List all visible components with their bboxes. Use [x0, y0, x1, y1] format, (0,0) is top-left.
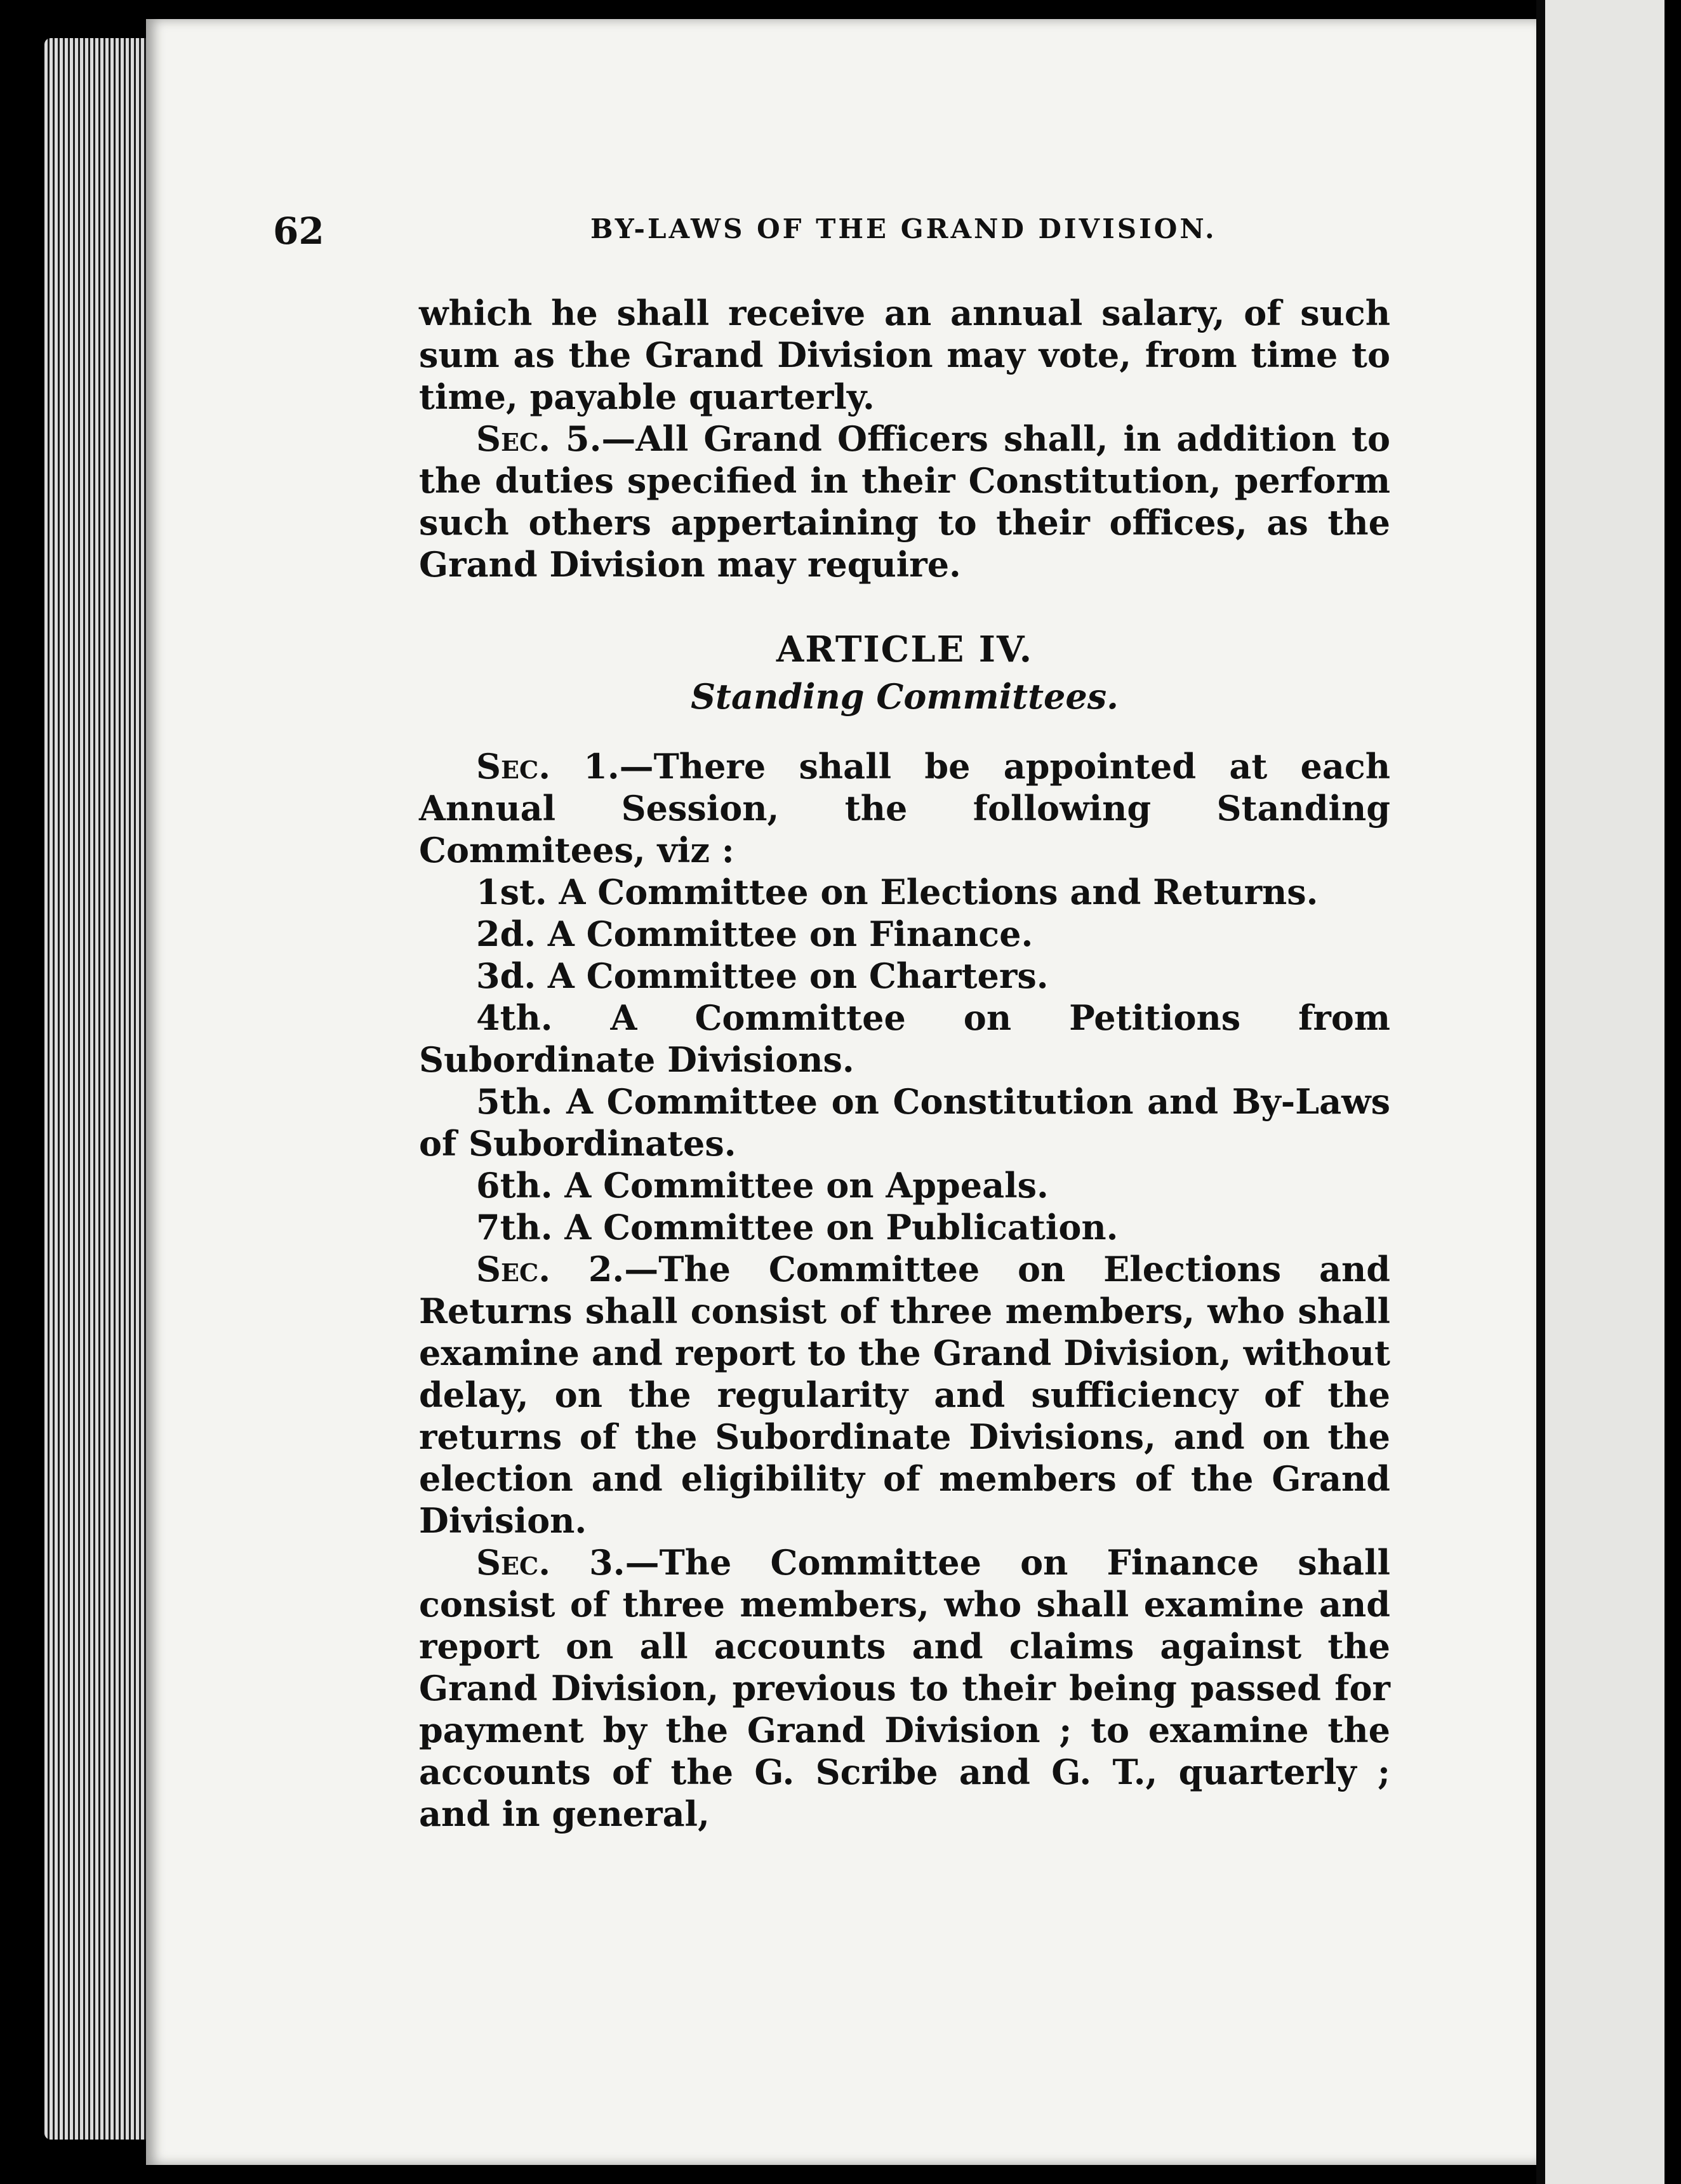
committee-item: 4th. A Committee on Petitions from Subordinate Divisions.	[419, 997, 1390, 1080]
scan-border	[1664, 0, 1681, 2184]
committee-item: 3d. A Committee on Charters.	[476, 956, 1049, 996]
committee-item: 6th. A Committee on Appeals.	[476, 1165, 1049, 1206]
facing-page-edge	[1536, 0, 1681, 2184]
article-heading: ARTICLE IV.	[776, 629, 1033, 670]
section-text: —The Committee on Elections and Returns shall consist of three members, who shall examine and report to the Grand Division, without delay, on the regularity and sufficiency of the returns of the Subordinate Divisions, and on the election and eligibility of members of the Grand Division.	[419, 1249, 1390, 1541]
section-label: Sec. 3.	[476, 1542, 625, 1583]
section-label: Sec. 2.	[476, 1249, 625, 1289]
section-text: —There shall be appointed at each Annual Session, the following Standing Commitees, viz :	[419, 746, 1390, 870]
section-2	[419, 1248, 1390, 1541]
section-3	[419, 1541, 1390, 1835]
page-body	[419, 292, 1390, 1835]
section-1	[419, 745, 1390, 871]
book-page-edges	[44, 38, 152, 2140]
continuation-paragraph: which he shall receive an annual salary, of such sum as the Grand Division may vote, from time to time, payable quarterly.	[419, 293, 1390, 417]
running-head: BY-LAWS OF THE GRAND DIVISION.	[590, 213, 1217, 244]
page-header	[273, 210, 1403, 260]
committee-item: 1st. A Committee on Elections and Returns.	[476, 872, 1319, 912]
section-label: Sec. 1.	[476, 746, 620, 787]
committee-item: 2d. A Committee on Finance.	[476, 914, 1033, 954]
committee-item: 7th. A Committee on Publication.	[476, 1207, 1119, 1248]
section-5	[419, 418, 1390, 585]
section-label: Sec. 5.	[476, 418, 602, 459]
section-text: —The Committee on Finance shall consist of three members, who shall examine and report on all accounts and claims against the Grand Division, previous to their being passed for payment by the Grand Division ; to examine the accounts of the G. Scribe and G. T., quarterly ; and in general,	[419, 1542, 1390, 1834]
committee-item: 5th. A Committee on Constitution and By-Laws of Subordinates.	[419, 1081, 1390, 1164]
article-subheading: Standing Committees.	[691, 676, 1119, 717]
page-number: 62	[273, 210, 324, 253]
section-text: —All Grand Officers shall, in addition to the duties specified in their Constitution, perform such others appertaining to their offices, as the Grand Division may require.	[419, 418, 1390, 585]
